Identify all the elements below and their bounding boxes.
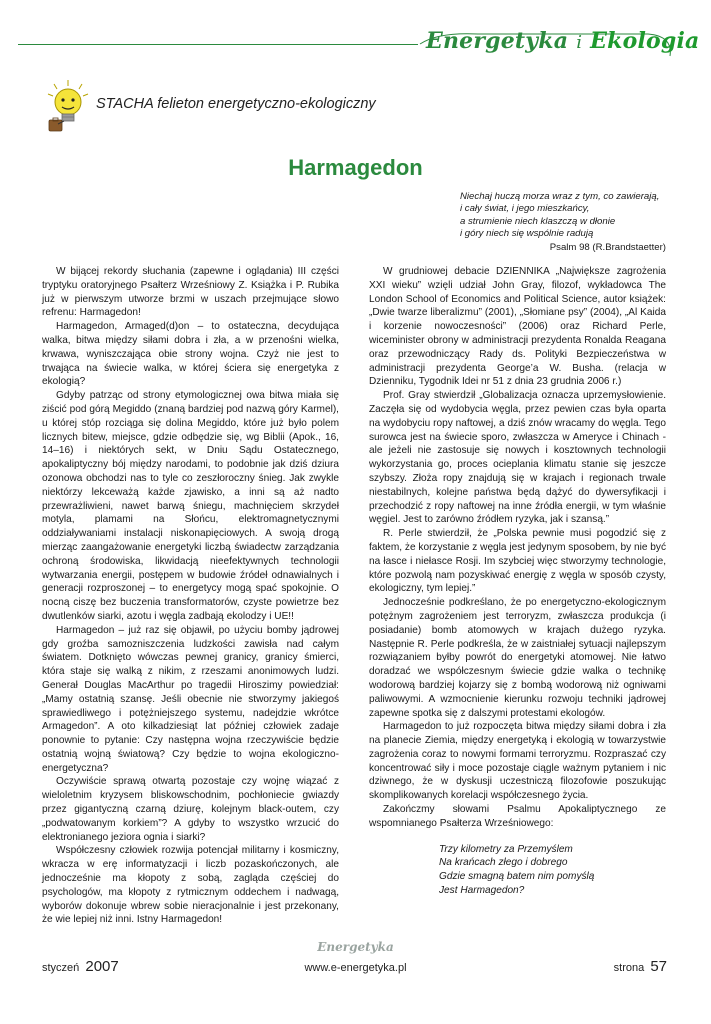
paragraph: Współczesny człowiek rozwija potencjał militarny i kosmiczny, wkracza w erę informatyzacji i liczb pozaskończonych, ale jednocześnie ma kłopoty z sobą, zagląda częściej do psychologów, ma kłopoty z rytmicznym oddechem i nadwagą, wyborów dokonuje wbrew sobie nieracjonalnie i jest przekonany, że wie lepiej niż inni. Istny Harmagedon!: [42, 845, 339, 926]
paragraph: R. Perle stwierdził, że „Polska pewnie musi pogodzić się z faktem, że korzystanie z węgla jest jedynym sposobem, by nie być na łasce i niełasce Rosji. Im szybciej więc stworzymy technologie, które pozwolą nam pozyskiwać energię z węgla w sposób czysty, ekologiczny, tym lepiej.”: [369, 528, 666, 595]
magazine-title: [426, 28, 699, 54]
poem: [369, 843, 666, 898]
magazine-name-energetyka: Energetyka: [426, 28, 569, 54]
article-title: Harmagedon: [288, 155, 423, 180]
right-column: [369, 265, 666, 898]
column-label: STACHA felieton energetyczno-ekologiczny: [96, 96, 376, 112]
footer-page: [614, 958, 667, 975]
magazine-name-ekologia: Ekologia: [590, 28, 700, 54]
lightbulb-character-icon: [44, 78, 92, 134]
paragraph: Harmagedon to już rozpoczęta bitwa między siłami dobra i zła na planecie Ziemia, między energetyką i ekologią w towarzystwie zagrożenia coraz to nowymi formami terroryzmu. Rozpraszać czy koncentrować siły i moce pozostaje ciągle ważnym pytaniem i nic dziwnego, że w dyskusji uczestniczą filozofowie poszukując skomplikowanych korelacji współczesnego życia.: [369, 721, 666, 802]
footer-page-number: 57: [650, 958, 667, 975]
poem-line: Na krańcach złego i dobrego: [439, 857, 568, 869]
magazine-name-connector: i: [576, 32, 583, 53]
footer-page-label: strona: [613, 962, 645, 974]
paragraph: Prof. Gray stwierdził „Globalizacja oznacza uprzemysłowienie. Zaczęła się od wydobycia węgla, przez pewien czas była oparta na wydobyciu ropy naftowej, a dziś znów wracamy do węgla. Tego surowca jest na świecie sporo, zwłaszcza w Ameryce i Chinach - ale jeżeli nie zastosuje się nowych i kosztownych technologii wykorzystania go, proces ocieplania klimatu stanie się jeszcze szybszy. Złoża ropy znajdują się w krajach i regionach trwale niestabilnych, kolejne państwa będą dążyć do dywersyfikacji i przechodzić z ropy naftowej na inne źródła energii, w tym właśnie węgiel. Jest to zarówno źródłem ryzyka, jak i szansą.”: [369, 390, 666, 526]
paragraph: Zakończmy słowami Psalmu Apokaliptycznego ze wspomnianego Psałterza Wrześniowego:: [369, 804, 666, 829]
epigraph-line: a strumienie niech klaszczą w dłonie: [460, 215, 616, 227]
epigraph-line: i cały świat, i jego mieszkańcy,: [460, 203, 590, 215]
paragraph: Gdyby patrząc od strony etymologicznej owa bitwa miała się ziścić pod górą Megiddo (znaną bardziej pod nazwą góry Karmel), u której stóp rozciąga się dolina Megiddo, które już było polem licznych bitew, miejsce, gdzie odbędzie się, wg Biblii (Apok., 16, 14–16) i niektórych sekt, w Dniu Sądu Ostatecznego, apokaliptyczny bój między narodami, to podobnie jak dziś dziura ozonowa obchodzi nas to tyle co zeszłoroczny śnieg. Jak zwykle niektórzy lekceważą każde zjawisko, a inni są aż nadto przewrażliwieni, nawet barwą śniegu, machnięciem skrzydeł motyla, plamami na Słońcu, elektromagnetycznymi oddziaływaniami instalacji niskonapięciowych. A swoją drogą mierząc zaangażowanie energetyki liczbą świadectw zarządzania ochroną środowiska, likwidacją nieefektywnych technologii wytwarzania energii, postępem w budowie źródeł odnawialnych i generacji rozproszonej – to energetycy mogą spać spokojnie. O nocną ciszę bez buczenia transformatorów, czyste powietrze bez dwutlenków siarki, azotu i węgla zadbają ekolodzy i UE!!: [42, 390, 339, 622]
footer-logo: Energetyka: [317, 940, 394, 954]
paragraph: Harmagedon – już raz się objawił, po użyciu bomby jądrowej gdy groźba samozniszczenia ludzkości zawisła nad całym światem. Dotknięto wówczas pewnej granicy, granicy śmierci, która staje się walką z nikim, z rzeszami anonimowych ludzi. Generał Douglas MacArthur po tragedii Hiroszimy powiedział: „Mamy ostatnią szansę. Jeśli obecnie nie stworzymy jakiegoś sprawiedliwego i potężniejszego systemu, nadejdzie wkrótce Armagedon”. A oto kilkadziesiąt lat później człowiek zadaje ponownie to pytanie: Czy następna wojna rzeczywiście będzie ostatnią wojną światową? Czy będzie to wojna ekologiczno-energetyczna?: [42, 624, 339, 774]
footer-website[interactable]: www.e-energetyka.pl: [304, 962, 407, 974]
paragraph: Oczywiście sprawą otwartą pozostaje czy wojnę wiązać z wieloletnim kryzysem bliskowschodnim, pochłoniecie gwiazdy przez gigantyczną czarną dziurę, kolejnym black-outem, czy „podwatowanym korkiem”? A gdyby to wszystko wrzucić do elektronianego jeziora ognia i siarki?: [42, 776, 339, 843]
poem-line: Jest Harmagedon?: [439, 885, 525, 897]
left-column: [42, 265, 339, 927]
footer-month: styczeń: [42, 962, 80, 974]
header-rule: [18, 44, 418, 45]
footer-year: 2007: [85, 958, 119, 975]
poem-line: Trzy kilometry za Przemyślem: [439, 843, 573, 855]
paragraph: W grudniowej debacie DZIENNIKA „Największe zagrożenia XXI wieku” wzięli udział John Gray, filozof, wykładowca The London School of Economics and Political Science, autor książek: „Dwie twarze liberalizmu” (2001), „Słomiane psy” (2004), „Al Kaida i korzenie nowoczesności” (2006) oraz Richard Perle, wiceminister obrony w administracji prezydenta Ronalda Reagana oraz przewodniczący Rady ds. Polityki Bezpieczeństwa w administracji prezydenta George’a W. Busha. (relacja w Dzienniku, Tygodnik Idei nr 51 z dnia 23 grudnia 2006 r.): [369, 266, 666, 388]
poem-line: Gdzie smagną batem nim pomyślą: [439, 871, 595, 883]
paragraph: W bijącej rekordy słuchania (zapewne i oglądania) III części tryptyku oratoryjnego Psałterz Wrześniowy Z. Książka i P. Rubika już w pierwszym utworze brzmi w uszach przejmujące słowo refrenu: Harmagedon!: [42, 266, 339, 319]
epigraph-line: Niechaj huczą morza wraz z tym, co zawierają,: [460, 191, 660, 202]
epigraph: [460, 191, 666, 254]
paragraph: Harmagedon, Armaged(d)on – to ostateczna, decydująca walka, bitwa między siłami dobra i zła, a w przenośni wielka, krwawa, wyniszczająca obie strony wojna. Czyż nie jest to trwająca na świecie walka, w której ściera się energetyka z ekologią?: [42, 321, 339, 388]
epigraph-source: Psalm 98 (R.Brandstaetter): [549, 241, 666, 253]
paragraph: Jednocześnie podkreślano, że po energetyczno-ekologicznym potężnym zagrożeniem jest terroryzm, zwłaszcza produkcja (i posiadanie) bomb atomowych w krajach dużego ryzyka. Następnie R. Perle podkreśla, że w zaistniałej sytuacji najlepszym rozwiązaniem byłby powrót do energetyki atomowej. Nie łatwo doradzać we współczesnym świecie gdzie walka o technikę wodorową bardziej kojarzy się z bombą wodorową niż ogniwami paliwowymi. A wzmocnienie kierunku rozwoju techniki jądrowej zapewne spotka się z dalszymi protestami ekologów.: [369, 597, 666, 719]
epigraph-line: i góry niech się wspólnie radują: [460, 228, 594, 240]
